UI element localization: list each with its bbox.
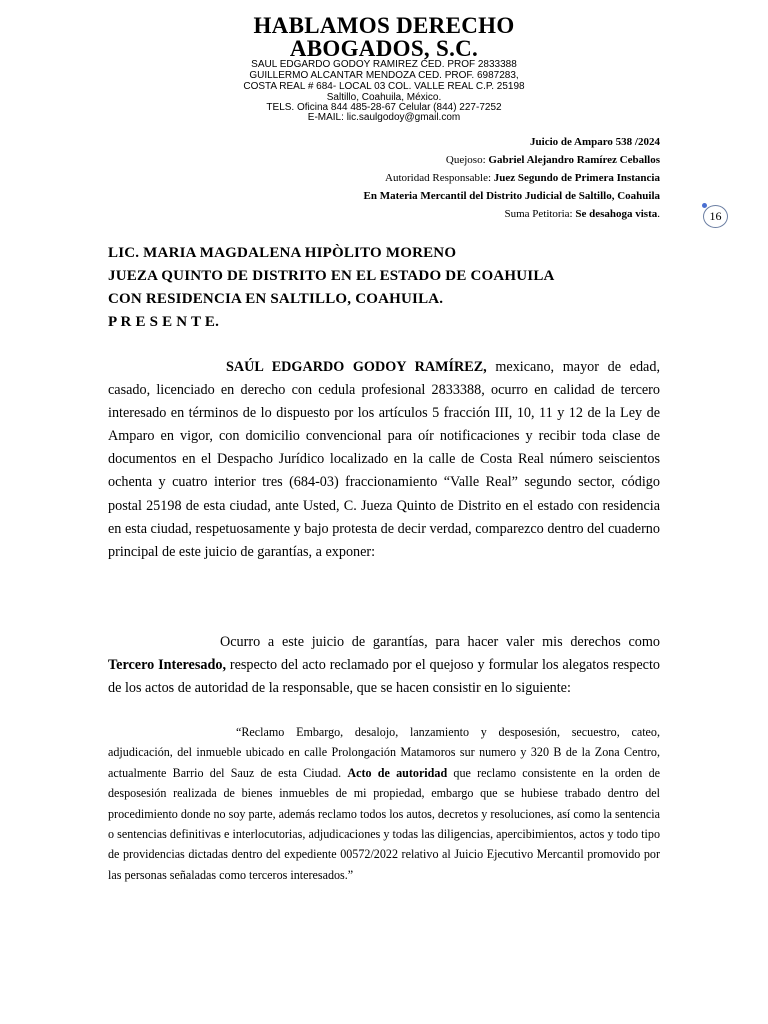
email-label: E-MAIL:	[307, 112, 347, 123]
acto-de-autoridad-bold: Acto de autoridad	[347, 765, 448, 780]
appearing-party-name: SAÚL EDGARDO GODOY RAMÍREZ,	[226, 359, 487, 375]
letterhead-info-line: TELS. Oficina 844 485-28-67 Celular (844) 227-7252	[266, 102, 502, 113]
case-materia: En Materia Mercantil del Distrito Judicial de Saltillo, Coahuila	[363, 190, 660, 202]
letterhead-email-line	[0, 113, 768, 123]
letterhead-info-line: SAUL EDGARDO GODOY RAMIREZ CED. PROF 2833388	[251, 59, 517, 70]
badge-dot	[702, 203, 707, 208]
firm-name-line-1: HABLAMOS DERECHO	[253, 13, 515, 38]
letterhead-info-line: COSTA REAL # 684- LOCAL 03 COL. VALLE REAL C.P. 25198	[243, 81, 525, 92]
addressee-line: P R E S E N T E.	[108, 314, 220, 330]
page-number-badge	[703, 205, 728, 228]
tercero-interesado-bold: Tercero Interesado,	[108, 657, 227, 674]
addressee-line: LIC. MARIA MAGDALENA HIPÒLITO MORENO	[108, 245, 457, 261]
letterhead-info-line: Saltillo, Coahuila, México.	[326, 92, 442, 103]
case-autoridad: Autoridad Responsable: Juez Segundo de Primera Instancia	[385, 172, 660, 184]
case-juicio: Juicio de Amparo 538 /2024	[530, 136, 660, 148]
addressee-line: CON RESIDENCIA EN SALTILLO, COAHUILA.	[108, 291, 444, 307]
quoted-act-reclaimed: “Reclamo Embargo, desalojo, lanzamiento y desposesión, secuestro, cateo, adjudicación, del inmueble ubicado en calle Prolongación Matamoros sur numero y 320 B de la Zona Centro, actualmente Barrio del Sauz de esta Ciudad. Acto de autoridad que reclamo consistente en la orden de desposesión realizada de bienes inmuebles de mi propiedad, embargo que se hubiese trabado dentro del procedimiento donde no soy parte, además reclamo todos los autos, decretos y resoluciones, así como la sentencia o sentencias definitivas e interlocutorias, adjudicaciones y todas las diligencias, apercibimientos, actos y todo tipo de providencias dictadas dentro del expediente 00572/2022 relativo al Juicio Ejecutivo Mercantil promovido por las personas señaladas como terceros interesados.”	[108, 725, 660, 882]
page-number: 16	[709, 209, 722, 223]
firm-name-line-2: ABOGADOS, S.C.	[289, 36, 479, 61]
body-paragraph-claim: Ocurro a este juicio de garantías, para hacer valer mis derechos como Tercero Interesado, respecto del acto reclamado por el quejoso y formular los alegatos respecto de los actos de autoridad de la responsable, que se hacen consistir en lo siguiente:	[108, 634, 660, 697]
email-link[interactable]: lic.saulgodoy@gmail.com	[346, 112, 461, 123]
body-paragraph-intro: SAÚL EDGARDO GODOY RAMÍREZ, mexicano, mayor de edad, casado, licenciado en derecho con cedula profesional 2833388, ocurro en calidad de tercero interesado en términos de lo dispuesto por los artículos 5 fracción III, 10, 11 y 12 de la Ley de Amparo en vigor, con domicilio convencional para oír notificaciones y recibir toda clase de documentos en el Despacho Jurídico localizado en la calle de Costa Real número seiscientos ochenta y cuatro interior tres (684-03) fraccionamiento “Valle Real” segundo sector, código postal 25198 de esta ciudad, ante Usted, C. Jueza Quinto de Distrito en el estado con residencia en esta ciudad, respetuosamente y bajo protesta de decir verdad, comparezco dentro del cuaderno principal de este juicio de garantías, a exponer:	[108, 359, 660, 560]
case-quejoso: Quejoso: Gabriel Alejandro Ramírez Ceballos	[445, 154, 660, 166]
case-suma: Suma Petitoria: Se desahoga vista.	[504, 208, 660, 220]
addressee-line: JUEZA QUINTO DE DISTRITO EN EL ESTADO DE COAHUILA	[108, 268, 555, 284]
letterhead-info-line: GUILLERMO ALCANTAR MENDOZA CED. PROF. 6987283,	[249, 70, 519, 81]
